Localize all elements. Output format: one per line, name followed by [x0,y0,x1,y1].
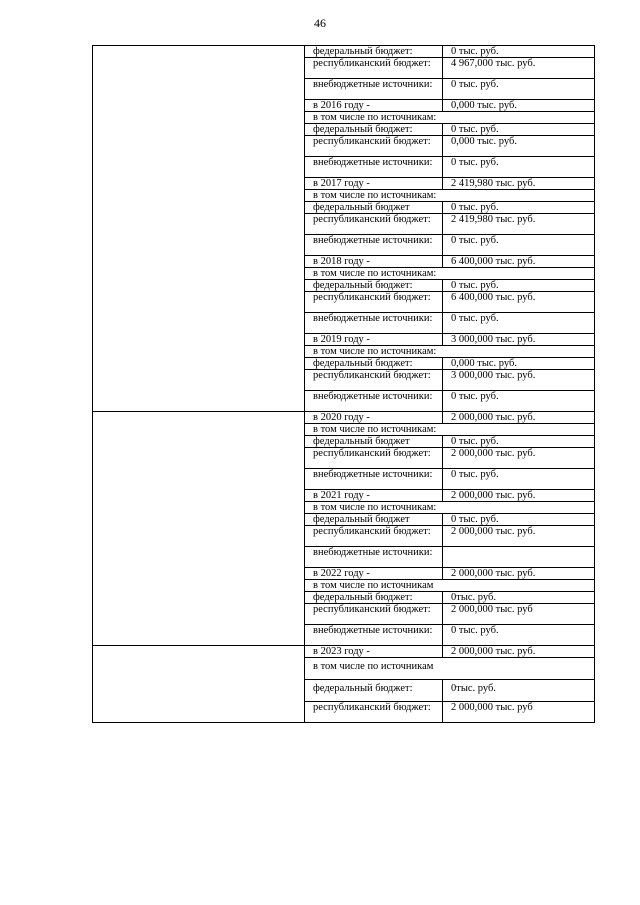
label-cell: республиканский бюджет: [305,526,443,547]
left-empty-cell [93,646,305,723]
value-cell: 2 000,000 тыс. руб. [443,490,595,502]
value-cell [443,547,595,568]
value-cell: 0 тыс. руб. [443,235,595,256]
label-cell: республиканский бюджет: [305,604,443,625]
label-cell: внебюджетные источники: [305,469,443,490]
value-cell: 2 000,000 тыс. руб. [443,412,595,424]
value-cell: 0 тыс. руб. [443,436,595,448]
value-cell: 3 000,000 тыс. руб. [443,370,595,391]
label-cell: в 2019 году - [305,334,443,346]
label-cell: федеральный бюджет: [305,592,443,604]
value-cell: 0 тыс. руб. [443,46,595,58]
value-cell: 0 тыс. руб. [443,157,595,178]
label-cell: федеральный бюджет [305,436,443,448]
label-cell: федеральный бюджет: [305,46,443,58]
table-row [93,412,595,424]
value-cell: 0 тыс. руб. [443,313,595,334]
value-cell: 4 967,000 тыс. руб. [443,58,595,79]
value-cell: 0,000 тыс. руб. [443,358,595,370]
merged-cell: в том числе по источникам: [305,190,595,202]
merged-cell: в том числе по источникам [305,658,595,680]
table-row [93,46,595,58]
label-cell: федеральный бюджет: [305,280,443,292]
left-empty-cell [93,46,305,412]
label-cell: в 2018 году - [305,256,443,268]
label-cell: внебюджетные источники: [305,547,443,568]
label-cell: республиканский бюджет: [305,58,443,79]
label-cell: в 2023 году - [305,646,443,658]
merged-cell: в том числе по источникам: [305,112,595,124]
label-cell: федеральный бюджет [305,514,443,526]
label-cell: внебюджетные источники: [305,157,443,178]
merged-cell: в том числе по источникам: [305,424,595,436]
label-cell: внебюджетные источники: [305,79,443,100]
merged-cell: в том числе по источникам: [305,268,595,280]
value-cell: 0 тыс. руб. [443,79,595,100]
value-cell: 0 тыс. руб. [443,202,595,214]
label-cell: республиканский бюджет: [305,448,443,469]
value-cell: 0 тыс. руб. [443,469,595,490]
label-cell: республиканский бюджет: [305,214,443,235]
label-cell: федеральный бюджет [305,202,443,214]
merged-cell: в том числе по источникам: [305,502,595,514]
value-cell: 2 419,980 тыс. руб. [443,214,595,235]
label-cell: федеральный бюджет: [305,680,443,702]
label-cell: республиканский бюджет: [305,136,443,157]
left-empty-cell [93,412,305,646]
value-cell: 0 тыс. руб. [443,124,595,136]
page-number: 46 [314,16,326,30]
value-cell: 0 тыс. руб. [443,514,595,526]
label-cell: в 2020 году - [305,412,443,424]
label-cell: в 2017 году - [305,178,443,190]
label-cell: внебюджетные источники: [305,625,443,646]
value-cell: 3 000,000 тыс. руб. [443,334,595,346]
value-cell: 0 тыс. руб. [443,280,595,292]
value-cell: 0 тыс. руб. [443,391,595,412]
value-cell: 2 000,000 тыс. руб [443,604,595,625]
merged-cell: в том числе по источникам [305,580,595,592]
label-cell: федеральный бюджет: [305,124,443,136]
label-cell: в 2016 году - [305,100,443,112]
value-cell: 0,000 тыс. руб. [443,100,595,112]
label-cell: внебюджетные источники: [305,313,443,334]
label-cell: внебюджетные источники: [305,235,443,256]
label-cell: республиканский бюджет: [305,702,443,723]
label-cell: в 2022 году - [305,568,443,580]
label-cell: внебюджетные источники: [305,391,443,412]
merged-cell: в том числе по источникам: [305,346,595,358]
value-cell: 2 000,000 тыс. руб. [443,526,595,547]
table-row [93,646,595,658]
label-cell: федеральный бюджет: [305,358,443,370]
value-cell: 6 400,000 тыс. руб. [443,292,595,313]
value-cell: 2 000,000 тыс. руб. [443,646,595,658]
value-cell: 0,000 тыс. руб. [443,136,595,157]
label-cell: в 2021 году - [305,490,443,502]
value-cell: 2 000,000 тыс. руб. [443,448,595,469]
budget-table [92,45,595,723]
value-cell: 2 419,980 тыс. руб. [443,178,595,190]
label-cell: республиканский бюджет: [305,292,443,313]
label-cell: республиканский бюджет: [305,370,443,391]
value-cell: 2 000,000 тыс. руб [443,702,595,723]
value-cell: 0тыс. руб. [443,592,595,604]
value-cell: 0 тыс. руб. [443,625,595,646]
value-cell: 2 000,000 тыс. руб. [443,568,595,580]
value-cell: 6 400,000 тыс. руб. [443,256,595,268]
value-cell: 0тыс. руб. [443,680,595,702]
